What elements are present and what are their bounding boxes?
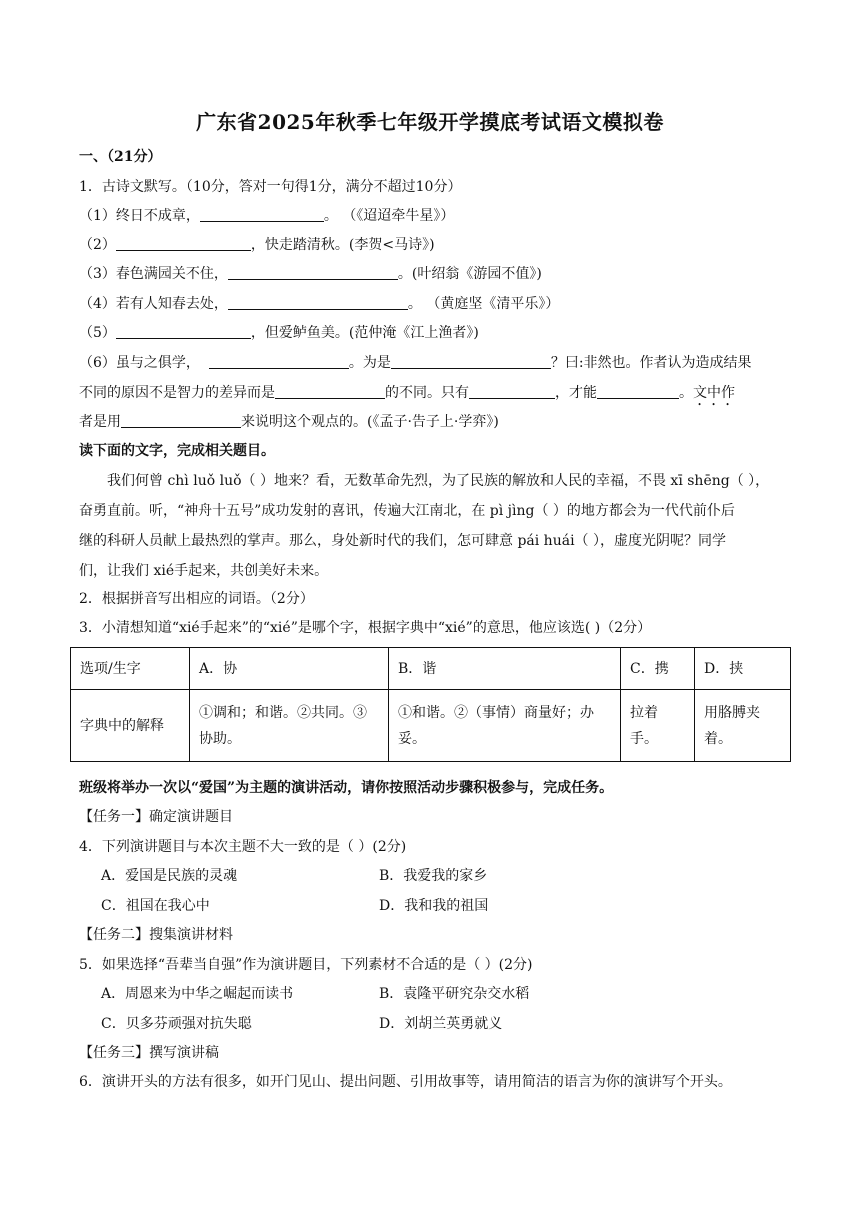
q1-item-6-line2: 不同的原因不是智力的差异而是 的不同。只有 ，才能 。文中作: [79, 385, 735, 401]
answer-blank[interactable]: [469, 384, 555, 399]
exam-title: 广东省2025年秋季七年级开学摸底考试语文模拟卷: [196, 110, 664, 134]
q5-option-a[interactable]: A．周恩来为中华之崛起而读书: [101, 986, 294, 1002]
section-heading: 一、（21分）: [79, 149, 162, 165]
table-cell: C．携: [621, 648, 695, 690]
task-three-heading: 【任务三】撰写演讲稿: [79, 1045, 219, 1061]
q1-stem: 1．古诗文默写。（10分，答对一句得1分，满分不超过10分）: [79, 179, 462, 195]
table-cell: 字典中的解释: [71, 690, 190, 762]
q1-item-2: （2） ，快走踏清秋。(李贺<马诗》): [79, 237, 435, 253]
q5-stem: 5．如果选择“吾辈当自强”作为演讲题目，下列素材不合适的是（ ）(2分): [79, 957, 533, 973]
q5-option-c[interactable]: C．贝多芬顽强对抗失聪: [101, 1016, 252, 1032]
q2-stem: 2．根据拼音写出相应的词语。（2分）: [79, 591, 314, 607]
table-cell: ①调和；和谐。②共同。③协助。: [190, 690, 389, 762]
task-one-heading: 【任务一】确定演讲题目: [79, 809, 233, 825]
q4-option-d[interactable]: D．我和我的祖国: [379, 898, 489, 914]
answer-blank[interactable]: [209, 354, 349, 369]
reading-passage: 我们何曾 chì luǒ luǒ（ ）地来？看，无数革命先烈，为了民族的解放和人民的幸福，不畏 xī shēng（ ）， 奋勇直前。听，“神舟十五号”成功发射的喜讯，传遍大江南北，在 pì jìng（ ）的地方都会为一代代前仆后 继的科研人员献上最热烈的掌声。那么，身处新时代的我们，怎可肆意 pái huái（ ），虚度光阴呢？同学 们，让我们 xié手起来，共创美好未来。: [79, 473, 770, 579]
q4-option-c[interactable]: C．祖国在我心中: [101, 898, 210, 914]
q4-option-b[interactable]: B．我爱我的家乡: [379, 868, 488, 884]
answer-blank[interactable]: [597, 384, 679, 399]
answer-blank[interactable]: [116, 236, 251, 251]
q5-option-b[interactable]: B．袁隆平研究杂交水稻: [379, 986, 530, 1002]
q1-item-3: （3）春色满园关不住， 。(叶绍翁《游园不值》): [79, 266, 542, 282]
q3-stem: 3．小清想知道“xié手起来”的“xié”是哪个字，根据字典中“xié”的意思，他应该选( )（2分）: [79, 620, 652, 636]
reading-instruction: 读下面的文字，完成相关题目。: [79, 443, 275, 459]
task-two-heading: 【任务二】搜集演讲材料: [79, 927, 233, 943]
answer-blank[interactable]: [121, 413, 241, 428]
dictionary-table: [70, 647, 791, 762]
answer-blank[interactable]: [275, 384, 385, 399]
q1-item-1: （1）终日不成章， 。 （《迢迢牵牛星》）: [79, 208, 455, 224]
table-row: [71, 690, 791, 762]
q1-item-4: （4）若有人知春去处， 。 （黄庭坚《清平乐》）: [79, 296, 560, 312]
table-cell: ①和谐。②（事情）商量好；办妥。: [389, 690, 621, 762]
table-cell: D．挟: [695, 648, 791, 690]
table-cell: 用胳膊夹着。: [695, 690, 791, 762]
table-cell: B．谐: [389, 648, 621, 690]
q4-stem: 4．下列演讲题目与本次主题不大一致的是（ ）(2分): [79, 839, 407, 855]
answer-blank[interactable]: [228, 265, 398, 280]
table-cell: 选项/生字: [71, 648, 190, 690]
table-cell: 拉着手。: [621, 690, 695, 762]
answer-blank[interactable]: [228, 295, 408, 310]
q6-stem: 6．演讲开头的方法有很多，如开门见山、提出问题、引用故事等，请用简洁的语言为你的演讲写个开头。: [79, 1074, 732, 1090]
table-header-row: [71, 648, 791, 690]
q5-option-d[interactable]: D．刘胡兰英勇就义: [379, 1016, 503, 1032]
answer-blank[interactable]: [391, 354, 551, 369]
q1-item-6-line3: 者是用 来说明这个观点的。(《孟子·告子上·学弈》): [79, 414, 499, 430]
q4-option-a[interactable]: A．爱国是民族的灵魂: [101, 868, 238, 884]
q1-item-6-line1: （6）虽与之俱学， 。为是 ？曰:非然也。作者认为造成结果: [79, 355, 752, 371]
answer-blank[interactable]: [116, 324, 251, 339]
activity-intro: 班级将举办一次以“爱国”为主题的演讲活动，请你按照活动步骤积极参与，完成任务。: [79, 780, 614, 796]
answer-blank[interactable]: [200, 207, 324, 222]
q1-item-5: （5） ，但爱鲈鱼美。(范仲淹《江上渔者》): [79, 325, 479, 341]
table-cell: A．协: [190, 648, 389, 690]
